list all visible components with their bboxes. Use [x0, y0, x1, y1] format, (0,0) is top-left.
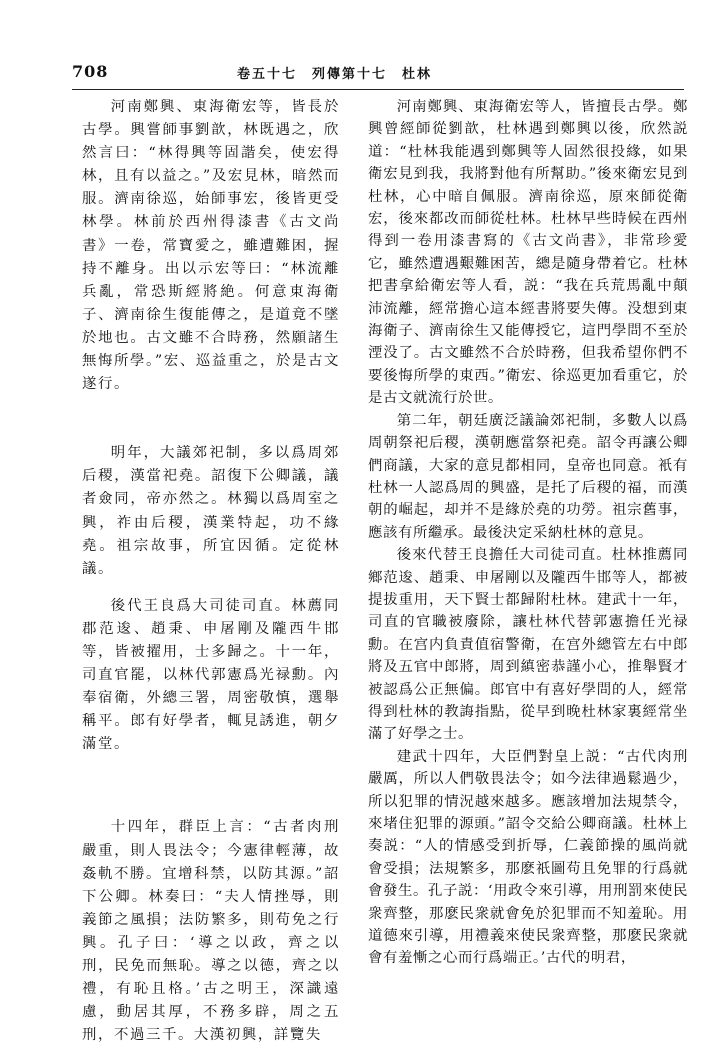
classical-paragraph: 後代王良爲大司徒司直。林薦同郡范逡、趙秉、申屠剛及隴西牛邯等，皆被擢用，士多歸之。十一年，司直官罷，以林代郭憲爲光禄勳。內奉宿衛，外總三署，周密敬慎，選舉稱平。郎有好學者，輒見誘進，朝夕滿堂。 — [82, 597, 340, 753]
translation-paragraph: 河南鄭興、東海衛宏等人，皆擅長古學。鄭興曾經師從劉歆，杜林遇到鄭興以後，欣然説道：“杜林我能遇到鄭興等人固然很投緣，如果衛宏見到我，我將對他有所幫助。”後來衛宏見到杜林，心中暗自佩服。濟南徐巡，原來師從衛宏，後來都改而師從杜林。杜林早些時候在西州得到一卷用漆書寫的《古文尚書》，非常珍愛它，雖然遭遇艱難困苦，總是隨身帶着它。杜林把書拿給衛宏等人看，説：“我在兵荒馬亂中顛沛流離，經常擔心這本經書將要失傳。没想到東海衛子、濟南徐生又能傳授它，這門學問不至於湮没了。古文雖然不合於時務，但我希望你們不要後悔所學的東西。”衛宏、徐巡更加看重它，於是古文就流行於世。 — [368, 99, 688, 407]
header-rule — [72, 89, 684, 90]
classical-paragraph: 明年，大議郊祀制，多以爲周郊后稷，漢當祀堯。詔復下公卿議，議者僉同，帝亦然之。林獨以爲周室之興，祚由后稷，漢業特起，功不緣堯。祖宗故事，所宜因循。定從林議。 — [82, 445, 340, 577]
translation-paragraph: 建武十四年，大臣們對皇上説：“古代肉刑嚴厲，所以人們敬畏法令；如今法律過鬆過少，所以犯罪的情況越來越多。應該增加法規禁令，來堵住犯罪的源頭。”詔令交給公卿商議。杜林上奏説：“人的情感受到折辱，仁義節操的風尚就會受損；法規繁多，那麽祇圖苟且免罪的行爲就會發生。孔子説：‘用政令來引導，用刑罰來使民衆齊整，那麽民衆就會免於犯罪而不知羞恥。用道德來引導，用禮義來使民衆齊整，那麽民衆就會有羞慚之心而行爲端正。’古代的明君， — [368, 748, 688, 967]
translation-paragraph: 第二年，朝廷廣泛議論郊祀制，多數人以爲周朝祭祀后稷，漢朝應當祭祀堯。詔令再讓公卿們商議，大家的意見都相同，皇帝也同意。衹有杜林一人認爲周的興盛，是托了后稷的福，而漢朝的崛起，却并不是緣於堯的功勞。祖宗舊事，應該有所繼承。最後決定采納杜林的意見。 — [368, 412, 688, 541]
classical-paragraph: 河南鄭興、東海衛宏等，皆長於古學。興嘗師事劉歆，林既遇之，欣然言曰：“林得興等固諧矣，使宏得林，且有以益之。”及宏見林，暗然而服。濟南徐巡，始師事宏，後皆更受林學。林前於西州得漆書《古文尚書》一卷，常寶愛之，雖遭難困，握持不離身。出以示宏等曰：“林流離兵亂，常恐斯經將絶。何意東海衛子、濟南徐生復能傳之，是道竟不墜於地也。古文雖不合時務，然願諸生無悔所學。”宏、巡益重之，於是古文遂行。 — [82, 99, 340, 393]
paragraph-gap — [82, 756, 340, 816]
classical-text-column — [82, 96, 340, 1047]
running-head: 卷五十七 列傳第十七 杜林 — [237, 67, 433, 82]
paragraph-gap — [82, 396, 340, 442]
page-number: 708 — [72, 62, 109, 81]
paragraph-gap — [82, 581, 340, 595]
translation-column — [368, 96, 688, 970]
classical-paragraph: 十四年，群臣上言：“古者肉刑嚴重，則人畏法令；今憲律輕薄，故姦軌不勝。宜增科禁，以防其源。”詔下公卿。林奏曰：“夫人情挫辱，則義節之風損；法防繁多，則苟免之行興。孔子曰：‘導之以政，齊之以刑，民免而無恥。導之以德，齊之以禮，有恥且格。’古之明王，深識遠慮，動居其厚，不務多辟，周之五刑，不過三千。大漢初興，詳覽失 — [82, 819, 340, 1044]
page-header — [72, 62, 682, 88]
translation-paragraph: 後來代替王良擔任大司徒司直。杜林推薦同鄉范逡、趙秉、申屠剛以及隴西牛邯等人，都被提拔重用，天下賢士都歸附杜林。建武十一年，司直的官職被廢除，讓杜林代替郭憲擔任光禄勳。在宫内負責值宿警衛，在宫外總管左右中郎將及五官中郎將，周到縝密恭謹小心，推舉賢才被認爲公正無偏。郎官中有喜好學問的人，經常得到杜林的教誨指點，從早到晚杜林家裏經常坐滿了好學之士。 — [368, 547, 688, 743]
